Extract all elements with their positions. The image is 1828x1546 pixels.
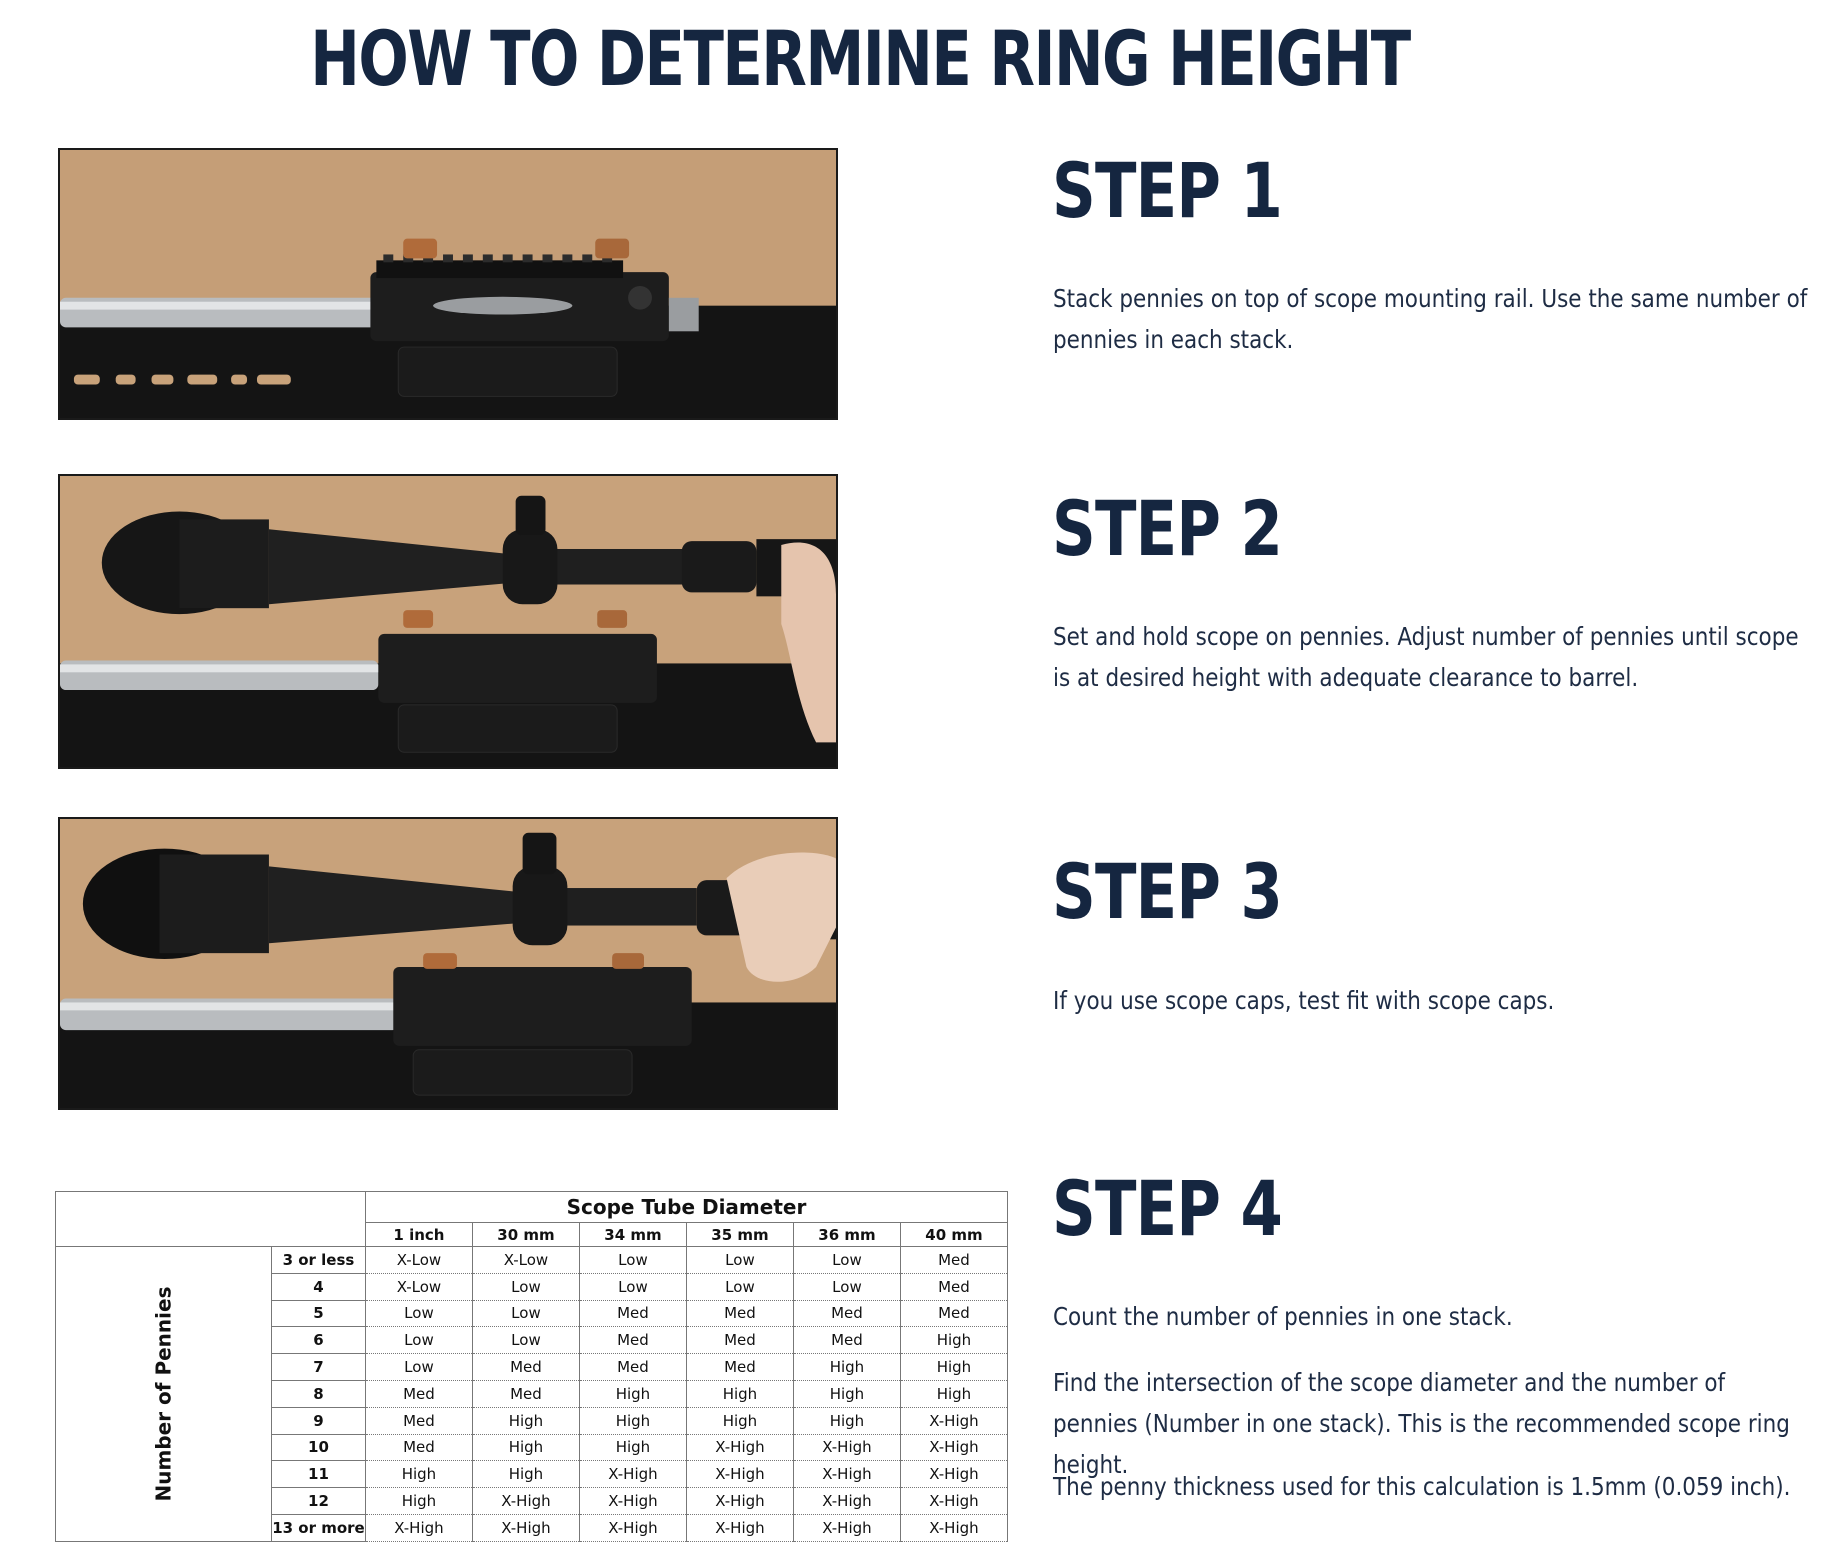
column-header: 34 mm (579, 1223, 686, 1247)
step-1-instructions: Stack pennies on top of scope mounting rail. Use the same number of pennies in each stack. (1053, 284, 1808, 354)
ring-height-cell: High (900, 1327, 1007, 1354)
scope-on-pennies-illustration (60, 476, 836, 767)
ring-height-cell: High (579, 1407, 686, 1434)
scope-with-caps-photo (58, 817, 838, 1110)
ring-height-cell: High (579, 1434, 686, 1461)
column-header: 1 inch (365, 1223, 472, 1247)
ring-height-cell: Med (365, 1434, 472, 1461)
row-header: 11 (271, 1461, 365, 1488)
ring-height-cell: Med (793, 1300, 900, 1327)
step-2-title: STEP 2 (1052, 484, 1283, 573)
ring-height-cell: High (365, 1461, 472, 1488)
ring-height-cell: Low (686, 1247, 793, 1274)
ring-height-cell: X-High (365, 1514, 472, 1541)
ring-height-cell: High (793, 1354, 900, 1381)
ring-height-cell: X-High (472, 1514, 579, 1541)
ring-height-cell: Med (365, 1380, 472, 1407)
step-4-instructions-penny-thickness: The penny thickness used for this calculation is 1.5mm (0.059 inch). (1053, 1472, 1791, 1501)
ring-height-cell: Med (472, 1380, 579, 1407)
ring-height-cell: Med (686, 1354, 793, 1381)
ring-height-cell: High (686, 1380, 793, 1407)
ring-height-cell: X-High (793, 1434, 900, 1461)
ring-height-cell: X-High (686, 1514, 793, 1541)
ring-height-cell: Med (900, 1300, 1007, 1327)
ring-height-cell: High (472, 1461, 579, 1488)
ring-height-cell: Med (365, 1407, 472, 1434)
ring-height-cell: X-High (579, 1488, 686, 1515)
ring-height-cell: X-Low (365, 1247, 472, 1274)
ring-height-cell: High (900, 1354, 1007, 1381)
ring-height-cell: Med (579, 1327, 686, 1354)
step-4-instructions-intersection: Find the intersection of the scope diameter and the number of pennies (Number in one stack). This is the recommended scope ring height. (1053, 1368, 1790, 1479)
table-group-header-row (56, 1192, 1008, 1223)
table-row (56, 1247, 1008, 1274)
ring-height-cell: Med (686, 1327, 793, 1354)
ring-height-cell: Low (686, 1273, 793, 1300)
column-header: 30 mm (472, 1223, 579, 1247)
number-of-pennies-label-cell (56, 1247, 272, 1542)
ring-height-cell: Med (579, 1300, 686, 1327)
ring-height-cell: High (365, 1488, 472, 1515)
row-header: 10 (271, 1434, 365, 1461)
row-header: 5 (271, 1300, 365, 1327)
ring-height-cell: Low (365, 1354, 472, 1381)
ring-height-cell: Low (793, 1247, 900, 1274)
ring-height-cell: High (686, 1407, 793, 1434)
ring-height-cell: X-High (900, 1488, 1007, 1515)
ring-height-cell: High (900, 1380, 1007, 1407)
ring-height-cell: Low (472, 1327, 579, 1354)
table-corner-cell (56, 1192, 366, 1247)
ring-height-cell: X-High (900, 1514, 1007, 1541)
step-3-title: STEP 3 (1052, 847, 1283, 936)
ring-height-cell: Med (686, 1300, 793, 1327)
ring-height-cell: X-High (579, 1461, 686, 1488)
ring-height-cell: X-Low (365, 1273, 472, 1300)
step-4-title: STEP 4 (1052, 1164, 1283, 1253)
ring-height-cell: Low (365, 1327, 472, 1354)
row-header: 12 (271, 1488, 365, 1515)
page-title: HOW TO DETERMINE RING HEIGHT (310, 14, 1410, 103)
ring-height-cell: Med (579, 1354, 686, 1381)
row-header: 8 (271, 1380, 365, 1407)
scope-tube-diameter-header: Scope Tube Diameter (365, 1192, 1007, 1223)
ring-height-cell: X-High (793, 1461, 900, 1488)
step-3-instructions: If you use scope caps, test fit with scope caps. (1053, 986, 1555, 1015)
ring-height-cell: High (472, 1407, 579, 1434)
ring-height-cell: Med (900, 1273, 1007, 1300)
ring-height-cell: High (472, 1434, 579, 1461)
row-header: 9 (271, 1407, 365, 1434)
number-of-pennies-label: Number of Pennies (151, 1286, 176, 1502)
ring-height-cell: Low (472, 1300, 579, 1327)
ring-height-cell: High (793, 1407, 900, 1434)
ring-height-cell: X-High (900, 1407, 1007, 1434)
step-1-title: STEP 1 (1052, 146, 1283, 235)
row-header: 4 (271, 1273, 365, 1300)
scope-on-pennies-photo (58, 474, 838, 769)
scope-with-caps-illustration (60, 819, 836, 1108)
ring-height-cell: Low (793, 1273, 900, 1300)
ring-height-cell: X-High (793, 1514, 900, 1541)
step-4-instructions-count: Count the number of pennies in one stack. (1053, 1302, 1513, 1331)
ring-height-table (55, 1191, 1008, 1542)
column-header: 40 mm (900, 1223, 1007, 1247)
ring-height-cell: Low (365, 1300, 472, 1327)
row-header: 3 or less (271, 1247, 365, 1274)
column-header: 35 mm (686, 1223, 793, 1247)
step-2-instructions: Set and hold scope on pennies. Adjust number of pennies until scope is at desired height with adequate clearance to barrel. (1053, 622, 1799, 692)
ring-height-cell: X-Low (472, 1247, 579, 1274)
row-header: 6 (271, 1327, 365, 1354)
ring-height-cell: Med (472, 1354, 579, 1381)
ring-height-cell: High (793, 1380, 900, 1407)
row-header: 13 or more (271, 1514, 365, 1541)
ring-height-cell: Med (793, 1327, 900, 1354)
column-header: 36 mm (793, 1223, 900, 1247)
rifle-with-penny-stacks-photo (58, 148, 838, 420)
ring-height-cell: X-High (793, 1488, 900, 1515)
table-body (56, 1247, 1008, 1542)
ring-height-cell: X-High (686, 1488, 793, 1515)
ring-height-cell: Low (579, 1247, 686, 1274)
ring-height-cell: X-High (579, 1514, 686, 1541)
ring-height-cell: High (579, 1380, 686, 1407)
ring-height-cell: X-High (900, 1461, 1007, 1488)
ring-height-cell: X-High (686, 1434, 793, 1461)
ring-height-cell: X-High (900, 1434, 1007, 1461)
ring-height-cell: X-High (686, 1461, 793, 1488)
ring-height-cell: X-High (472, 1488, 579, 1515)
ring-height-cell: Med (900, 1247, 1007, 1274)
row-header: 7 (271, 1354, 365, 1381)
rifle-with-penny-stacks-illustration (60, 150, 836, 418)
ring-height-cell: Low (579, 1273, 686, 1300)
ring-height-cell: Low (472, 1273, 579, 1300)
